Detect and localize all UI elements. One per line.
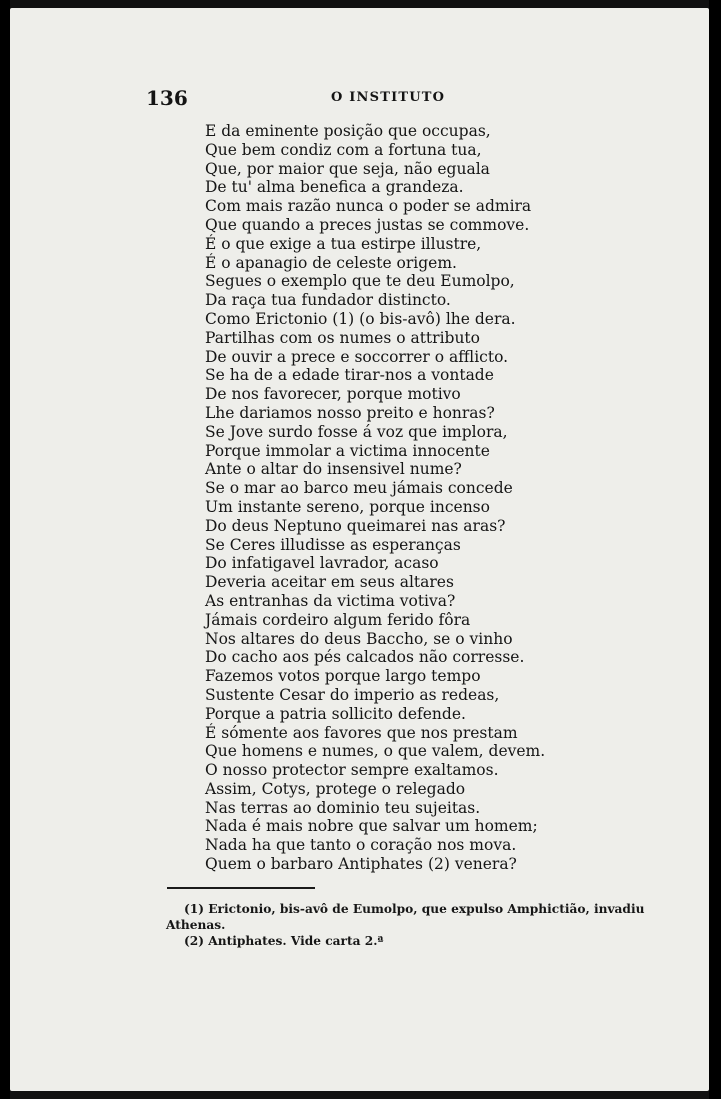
running-title: O INSTITUTO xyxy=(331,90,446,105)
verse-line: É o apanagio de celeste origem. xyxy=(205,253,457,272)
verse-line: Que quando a preces justas se commove. xyxy=(205,215,530,234)
poem-text xyxy=(205,122,565,874)
verse-line: De tu' alma benefica a grandeza. xyxy=(205,178,464,197)
footnotes xyxy=(166,901,646,949)
verse-line: O nosso protector sempre exaltamos. xyxy=(205,761,499,780)
verse-line: Do deus Neptuno queimarei nas aras? xyxy=(205,516,506,535)
verse-line: Nos altares do deus Baccho, se o vinho xyxy=(205,629,513,648)
verse-line: Que bem condiz com a fortuna tua, xyxy=(205,140,482,159)
verse-line: É o que exige a tua estirpe illustre, xyxy=(205,234,482,253)
scan-border-left xyxy=(0,0,10,1099)
verse-line: Com mais razão nunca o poder se admira xyxy=(205,197,532,216)
verse-line: É sómente aos favores que nos prestam xyxy=(205,723,518,742)
verse-line: Sustente Cesar do imperio as redeas, xyxy=(205,685,500,704)
verse-line: As entranhas da victima votiva? xyxy=(205,591,456,610)
page-header xyxy=(146,84,566,114)
verse-line: Da raça tua fundador distincto. xyxy=(205,291,451,310)
footnote-1-line-1: (1) Erictonio, bis-avô de Eumolpo, que expulso Amphictião, invadiu xyxy=(184,902,645,916)
page-number: 136 xyxy=(146,86,188,110)
verse-line: De ouvir a prece e soccorrer o afflicto. xyxy=(205,347,509,366)
verse-line: Lhe dariamos nosso preito e honras? xyxy=(205,403,495,422)
verse-line: Como Erictonio (1) (o bis-avô) lhe dera. xyxy=(205,309,516,328)
footnote-divider xyxy=(167,887,315,889)
verse-line: Fazemos votos porque largo tempo xyxy=(205,667,481,686)
verse-line: Se Ceres illudisse as esperanças xyxy=(205,535,461,554)
verse-line: Partilhas com os numes o attributo xyxy=(205,328,480,347)
verse-line: Porque a patria sollicito defende. xyxy=(205,704,466,723)
verse-line: Se o mar ao barco meu jámais concede xyxy=(205,479,513,498)
verse-line: Nada ha que tanto o coração nos mova. xyxy=(205,836,517,855)
verse-line: De nos favorecer, porque motivo xyxy=(205,385,461,404)
verse-line: Que, por maior que seja, não eguala xyxy=(205,159,490,178)
verse-line: Do infatigavel lavrador, acaso xyxy=(205,554,439,573)
footnote-1-line-2: Athenas. xyxy=(166,918,226,932)
footnote-2: (2) Antiphates. Vide carta 2.ª xyxy=(184,934,384,948)
verse-line: Porque immolar a victima innocente xyxy=(205,441,490,460)
verse-line: Ante o altar do insensivel nume? xyxy=(205,460,462,479)
verse-line: Nada é mais nobre que salvar um homem; xyxy=(205,817,538,836)
verse-line: Quem o barbaro Antiphates (2) venera? xyxy=(205,855,517,874)
verse-line: Segues o exemplo que te deu Eumolpo, xyxy=(205,272,515,291)
verse-line: Um instante sereno, porque incenso xyxy=(205,497,490,516)
verse-line: E da eminente posição que occupas, xyxy=(205,122,491,140)
verse-line: Nas terras ao dominio teu sujeitas. xyxy=(205,798,481,817)
scan-border-right xyxy=(709,0,721,1099)
verse-line: Que homens e numes, o que valem, devem. xyxy=(205,742,546,761)
verse-line: Do cacho aos pés calcados não corresse. xyxy=(205,648,525,667)
verse-line: Se ha de a edade tirar-nos a vontade xyxy=(205,366,494,385)
verse-line: Deveria aceitar em seus altares xyxy=(205,573,454,592)
verse-line: Se Jove surdo fosse á voz que implora, xyxy=(205,422,508,441)
verse-line: Jámais cordeiro algum ferido fôra xyxy=(205,610,471,629)
verse-line: Assim, Cotys, protege o relegado xyxy=(205,779,466,798)
